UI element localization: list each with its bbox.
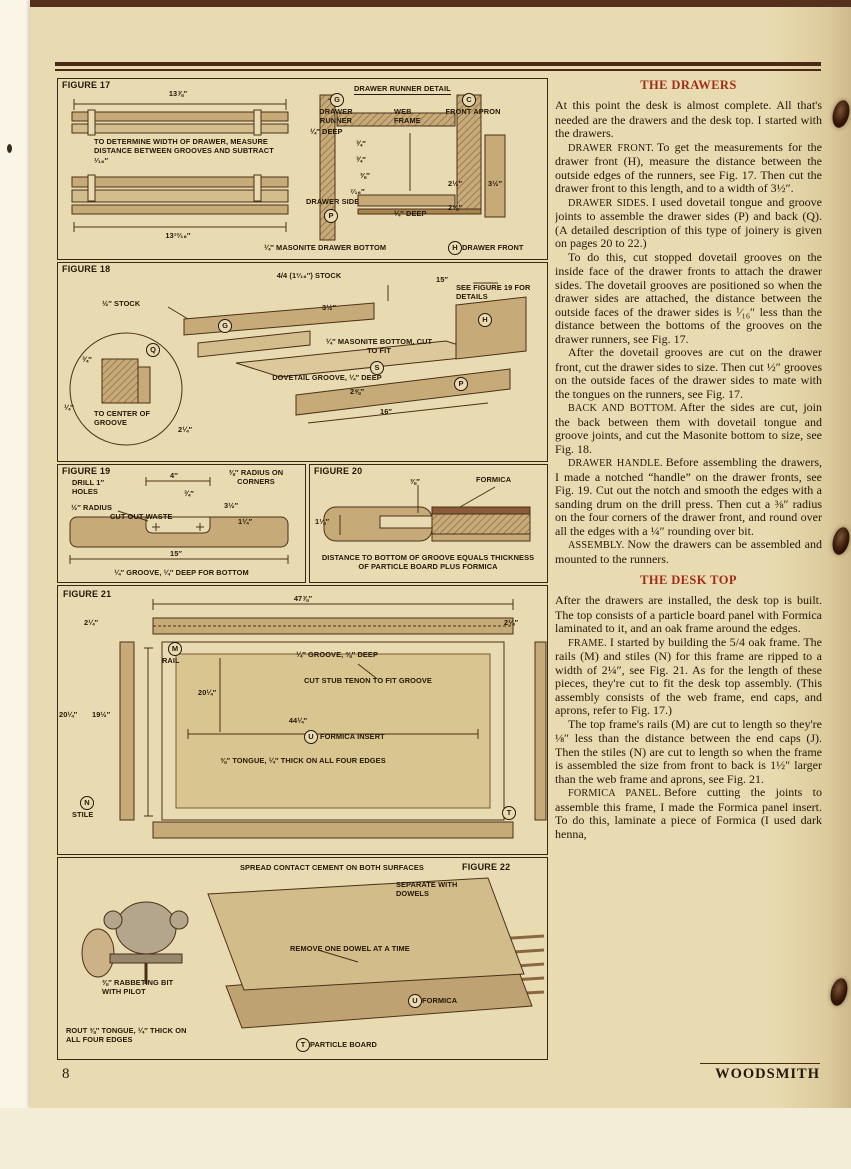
fig17-dim: 3½″ [488, 179, 503, 188]
figure-22 [57, 857, 548, 1060]
paragraph-text: After the drawers are installed, the desk top is built. The top consists of a particle board panel with Formica laminated to it, and an oak frame around the edges. [555, 593, 822, 635]
figure-19 [57, 464, 306, 583]
figure-19-label: FIGURE 19 [62, 466, 111, 476]
paragraph [555, 251, 822, 347]
paragraph-text: Before cutting the joints to assemble this frame, I made the Formica panel insert. To do this, laminate a piece of Formica (I used dark henna, [555, 785, 822, 841]
fig19-drill-label: DRILL 1″ HOLES [72, 478, 105, 497]
fig18-dovetail-label: DOVETAIL GROOVE, ¼″ DEEP [272, 373, 382, 382]
paragraph-lead: DRAWER HANDLE. [568, 458, 663, 469]
fig17-masonite-label: ¼″ MASONITE DRAWER BOTTOM [264, 243, 387, 252]
header-rule-thick [55, 62, 821, 66]
part-letter-p: P [324, 209, 338, 223]
paragraph-lead: FORMICA PANEL. [568, 788, 661, 799]
fig22-rabbet-label: ⅜″ RABBETING BIT WITH PILOT [102, 978, 174, 997]
paragraph-text: At this point the desk is almost complete. All that's needed are the drawers and the desk top. I started with the drawers. [555, 98, 822, 140]
fig19-dim: 1¼″ [238, 517, 253, 526]
fig18-stock44-label: 4/4 (1³⁄₁₆″) STOCK [276, 271, 342, 280]
fig21-tongue-label: ⅜″ TONGUE, ¼″ THICK ON ALL FOUR EDGES [220, 756, 386, 765]
fig18-see-figure-note: SEE FIGURE 19 FOR DETAILS [456, 283, 531, 302]
part-letter-t: T [502, 806, 516, 820]
fig17-dim-bottom: 13¹³⁄₁₆″ [165, 231, 191, 240]
page-top-edge [30, 0, 851, 7]
fig20-note: DISTANCE TO BOTTOM OF GROOVE EQUALS THICKNESS OF PARTICLE BOARD PLUS FORMICA [321, 553, 535, 572]
part-letter-c: C [462, 93, 476, 107]
part-letter-g: G [330, 93, 344, 107]
fig22-separate-label: SEPARATE WITH DOWELS [396, 880, 458, 899]
fig19-dim: ¾″ [184, 489, 194, 498]
fig21-dim: 20¼″ [59, 710, 78, 719]
figure-20-label: FIGURE 20 [314, 466, 363, 476]
fig17-dim: ⅜″ [360, 171, 370, 180]
fig17-drawer-side-label: DRAWER SIDE [306, 197, 360, 206]
figure-17-label: FIGURE 17 [62, 80, 111, 90]
figure-22-label: FIGURE 22 [462, 862, 511, 872]
fig17-dim: ¾″ [356, 155, 366, 164]
fig22-rout-label: ROUT ⅜″ TONGUE, ¼″ THICK ON ALL FOUR EDGES [66, 1026, 187, 1045]
paragraph-text: To do this, cut stopped dovetail grooves on the inside face of the drawer fronts to attach the drawer sides. The dovetail grooves are positioned so when the drawer sides are attached, the distance between the outside faces of the drawer sides is ¹⁄₁₆″ less than the distance between the bottoms of the grooves on the drawer runners, see Fig. 17. [555, 249, 822, 346]
fig22-remove-label: REMOVE ONE DOWEL AT A TIME [290, 944, 410, 953]
paragraph [555, 456, 822, 538]
figure-21-label: FIGURE 21 [63, 589, 112, 599]
fig18-dim: 2¼″ [178, 425, 193, 434]
figure-21 [57, 585, 548, 855]
fig21-dim: 20¼″ [198, 688, 217, 697]
fig18-dim-15: 15″ [436, 275, 449, 284]
fig17-dim: 2½″ [448, 179, 463, 188]
fig18-masonite-label: ¼″ MASONITE BOTTOM, CUT TO FIT [325, 337, 433, 356]
fig17-front-apron-label: FRONT APRON [445, 107, 501, 116]
fig18-dim: 3½″ [322, 303, 337, 312]
fig21-dim: 19½″ [92, 710, 111, 719]
section-the-desk-top [555, 573, 822, 841]
fig20-dim: 1⅛″ [315, 517, 330, 526]
figure-20 [309, 464, 548, 583]
paragraph-lead: BACK AND BOTTOM. [568, 403, 677, 414]
fig18-dim: ¼″ [64, 403, 74, 412]
scan-left-margin [0, 0, 30, 1169]
figure-18 [57, 262, 548, 462]
fig18-dim-16: 16″ [380, 407, 393, 416]
fig17-drawer-front-label: DRAWER FRONT [462, 243, 524, 252]
paragraph-text: After the dovetail grooves are cut on the drawer front, cut the drawer sides to size. Then cut ½″ grooves on the outside faces of the drawer sides to mate with the tongues on the runners, see Fig. 17. [555, 345, 822, 401]
fig22-formica-label: FORMICA [422, 996, 458, 1005]
fig17-web-frame-label: WEB FRAME [394, 107, 421, 126]
fig21-dim-4414: 44¼″ [288, 716, 308, 725]
scan-bottom-margin [0, 1108, 851, 1169]
fig22-spread-label: SPREAD CONTACT CEMENT ON BOTH SURFACES [240, 863, 424, 872]
fig17-detail-title: DRAWER RUNNER DETAIL [354, 84, 451, 95]
fig21-stub-tenon-label: CUT STUB TENON TO FIT GROOVE [304, 676, 432, 685]
paragraph [555, 538, 822, 566]
fig19-radius12-label: ½″ RADIUS [71, 503, 112, 512]
fig17-note: TO DETERMINE WIDTH OF DRAWER, MEASURE DISTANCE BETWEEN GROOVES AND SUBTRACT ¹⁄₁₆″ [94, 137, 274, 165]
part-letter-m: M [168, 642, 182, 656]
paragraph-lead: FRAME. [568, 637, 607, 649]
part-letter-n: N [80, 796, 94, 810]
fig17-deep-label-2: ¼″ DEEP [394, 209, 427, 218]
fig21-dim: 2¼″ [504, 618, 519, 627]
fig19-dim-15: 15″ [170, 549, 183, 558]
paragraph [555, 196, 822, 251]
figure-18-label: FIGURE 18 [62, 264, 111, 274]
fig21-rail-label: RAIL [162, 656, 180, 665]
fig17-deep-label-1: ¼″ DEEP [310, 127, 343, 136]
part-letter-u: U [304, 730, 318, 744]
fig21-dim: 2¼″ [84, 618, 99, 627]
fig19-radius38-label: ⅜″ RADIUS ON CORNERS [228, 468, 284, 487]
paragraph-text: Now the drawers can be assembled and mounted to the runners. [555, 537, 822, 566]
paragraph [555, 401, 822, 456]
fig17-dim: ⁷⁄₁₆″ [350, 187, 365, 196]
paragraph [555, 346, 822, 401]
header-rule-thin [55, 69, 821, 71]
fig18-stock12-label: ½″ STOCK [102, 299, 141, 308]
fig17-drawer-runner-label: DRAWER RUNNER [319, 107, 353, 126]
fig21-formica-insert-label: FORMICA INSERT [320, 732, 385, 741]
fig22-particle-board-label: PARTICLE BOARD [310, 1040, 377, 1049]
fig17-dim: ¾″ [356, 139, 366, 148]
fig19-groove-label: ¼″ GROOVE, ¼″ DEEP FOR BOTTOM [114, 568, 249, 577]
part-letter-u: U [408, 994, 422, 1008]
section-heading-drawers: THE DRAWERS [640, 78, 737, 92]
article-column [555, 76, 822, 1062]
fig18-dim: ¾″ [82, 355, 92, 364]
paragraph-text: To get the measurements for the drawer front (H), measure the distance between the outside edges of the runners, see Fig. 17. Then cut the drawer front to this length, and to a width of 3½″. [555, 139, 822, 195]
paragraph-text: After the sides are cut, join the back between them with dovetail tongue and groove joints, and cut the Masonite bottom to size, see Fig. 18. [555, 400, 822, 456]
paragraph [555, 718, 822, 787]
paragraph [555, 594, 822, 636]
fig20-formica-label: FORMICA [476, 475, 512, 484]
paragraph-text: I used dovetail tongue and groove joints to assemble the drawer sides (P) and back (Q). (A detailed description of this type of joinery is given on pages 20 to 22.) [555, 194, 822, 250]
paragraph-lead: DRAWER FRONT. [568, 142, 654, 154]
paragraph-lead: DRAWER SIDES. [568, 197, 649, 209]
fig18-dim: 2⅝″ [350, 387, 365, 396]
fig19-cutout-label: CUT OUT WASTE [110, 512, 173, 521]
page-number: 8 [62, 1066, 70, 1082]
fig21-stile-label: STILE [72, 810, 94, 819]
paragraph [555, 636, 822, 718]
magazine-brand: WOODSMITH [715, 1066, 820, 1082]
fig17-dim-top: 13⅞″ [168, 89, 188, 98]
paragraph [555, 99, 822, 141]
part-letter-h: H [448, 241, 462, 255]
paragraph-text: Before assembling the drawers, I made a notched “handle” on the drawer fronts, see Fig. 19. Cut out the notch and smooth the edges with a sanding drum on the drill press. Then cut a ⅜″ radius on the four corners of the drawer front, and round over all the edges with a ¼″ rounding over bit. [555, 455, 822, 538]
paragraph-lead: ASSEMBLY. [568, 540, 625, 551]
paragraph-text: The top frame's rails (M) are cut to length so they're ⅛″ less than the distance between the end caps (J). Then the stiles (N) are cut to length so when the frame is assembled the size from front to back is 1½″ larger than the web frame and aprons, see Fig. 21. [555, 716, 822, 786]
fig18-to-center-label: TO CENTER OF GROOVE [94, 409, 151, 428]
paragraph-text: I started by building the 5/4 oak frame. The rails (M) and stiles (N) for this frame are ripped to a width of 2¼″, see Fig. 21. As for the length of these pieces, they're cut to fit the desk top assembly. (This assembly consists of the web frame, end caps, and aprons, refer to Fig. 17.) [555, 634, 822, 717]
fig19-dim: 4″ [170, 471, 178, 480]
fig19-dim: 3½″ [224, 501, 239, 510]
scan-speck [7, 144, 12, 153]
part-letter-s: S [370, 361, 384, 375]
paragraph [555, 786, 822, 841]
part-letter-q: Q [146, 343, 160, 357]
section-the-drawers [555, 78, 822, 566]
fig21-groove-label: ¼″ GROOVE, ⅜″ DEEP [296, 650, 378, 659]
part-letter-p: P [454, 377, 468, 391]
paragraph [555, 141, 822, 196]
footer-rule [700, 1063, 820, 1064]
fig21-dim-4778: 47⅞″ [293, 594, 313, 603]
fig20-dim: ⅜″ [410, 477, 420, 486]
fig17-dim: 2⅝″ [448, 203, 463, 212]
part-letter-t: T [296, 1038, 310, 1052]
section-heading-desk-top: THE DESK TOP [640, 573, 737, 587]
part-letter-g: G [218, 319, 232, 333]
figure-17 [57, 78, 548, 260]
part-letter-h: H [478, 313, 492, 327]
